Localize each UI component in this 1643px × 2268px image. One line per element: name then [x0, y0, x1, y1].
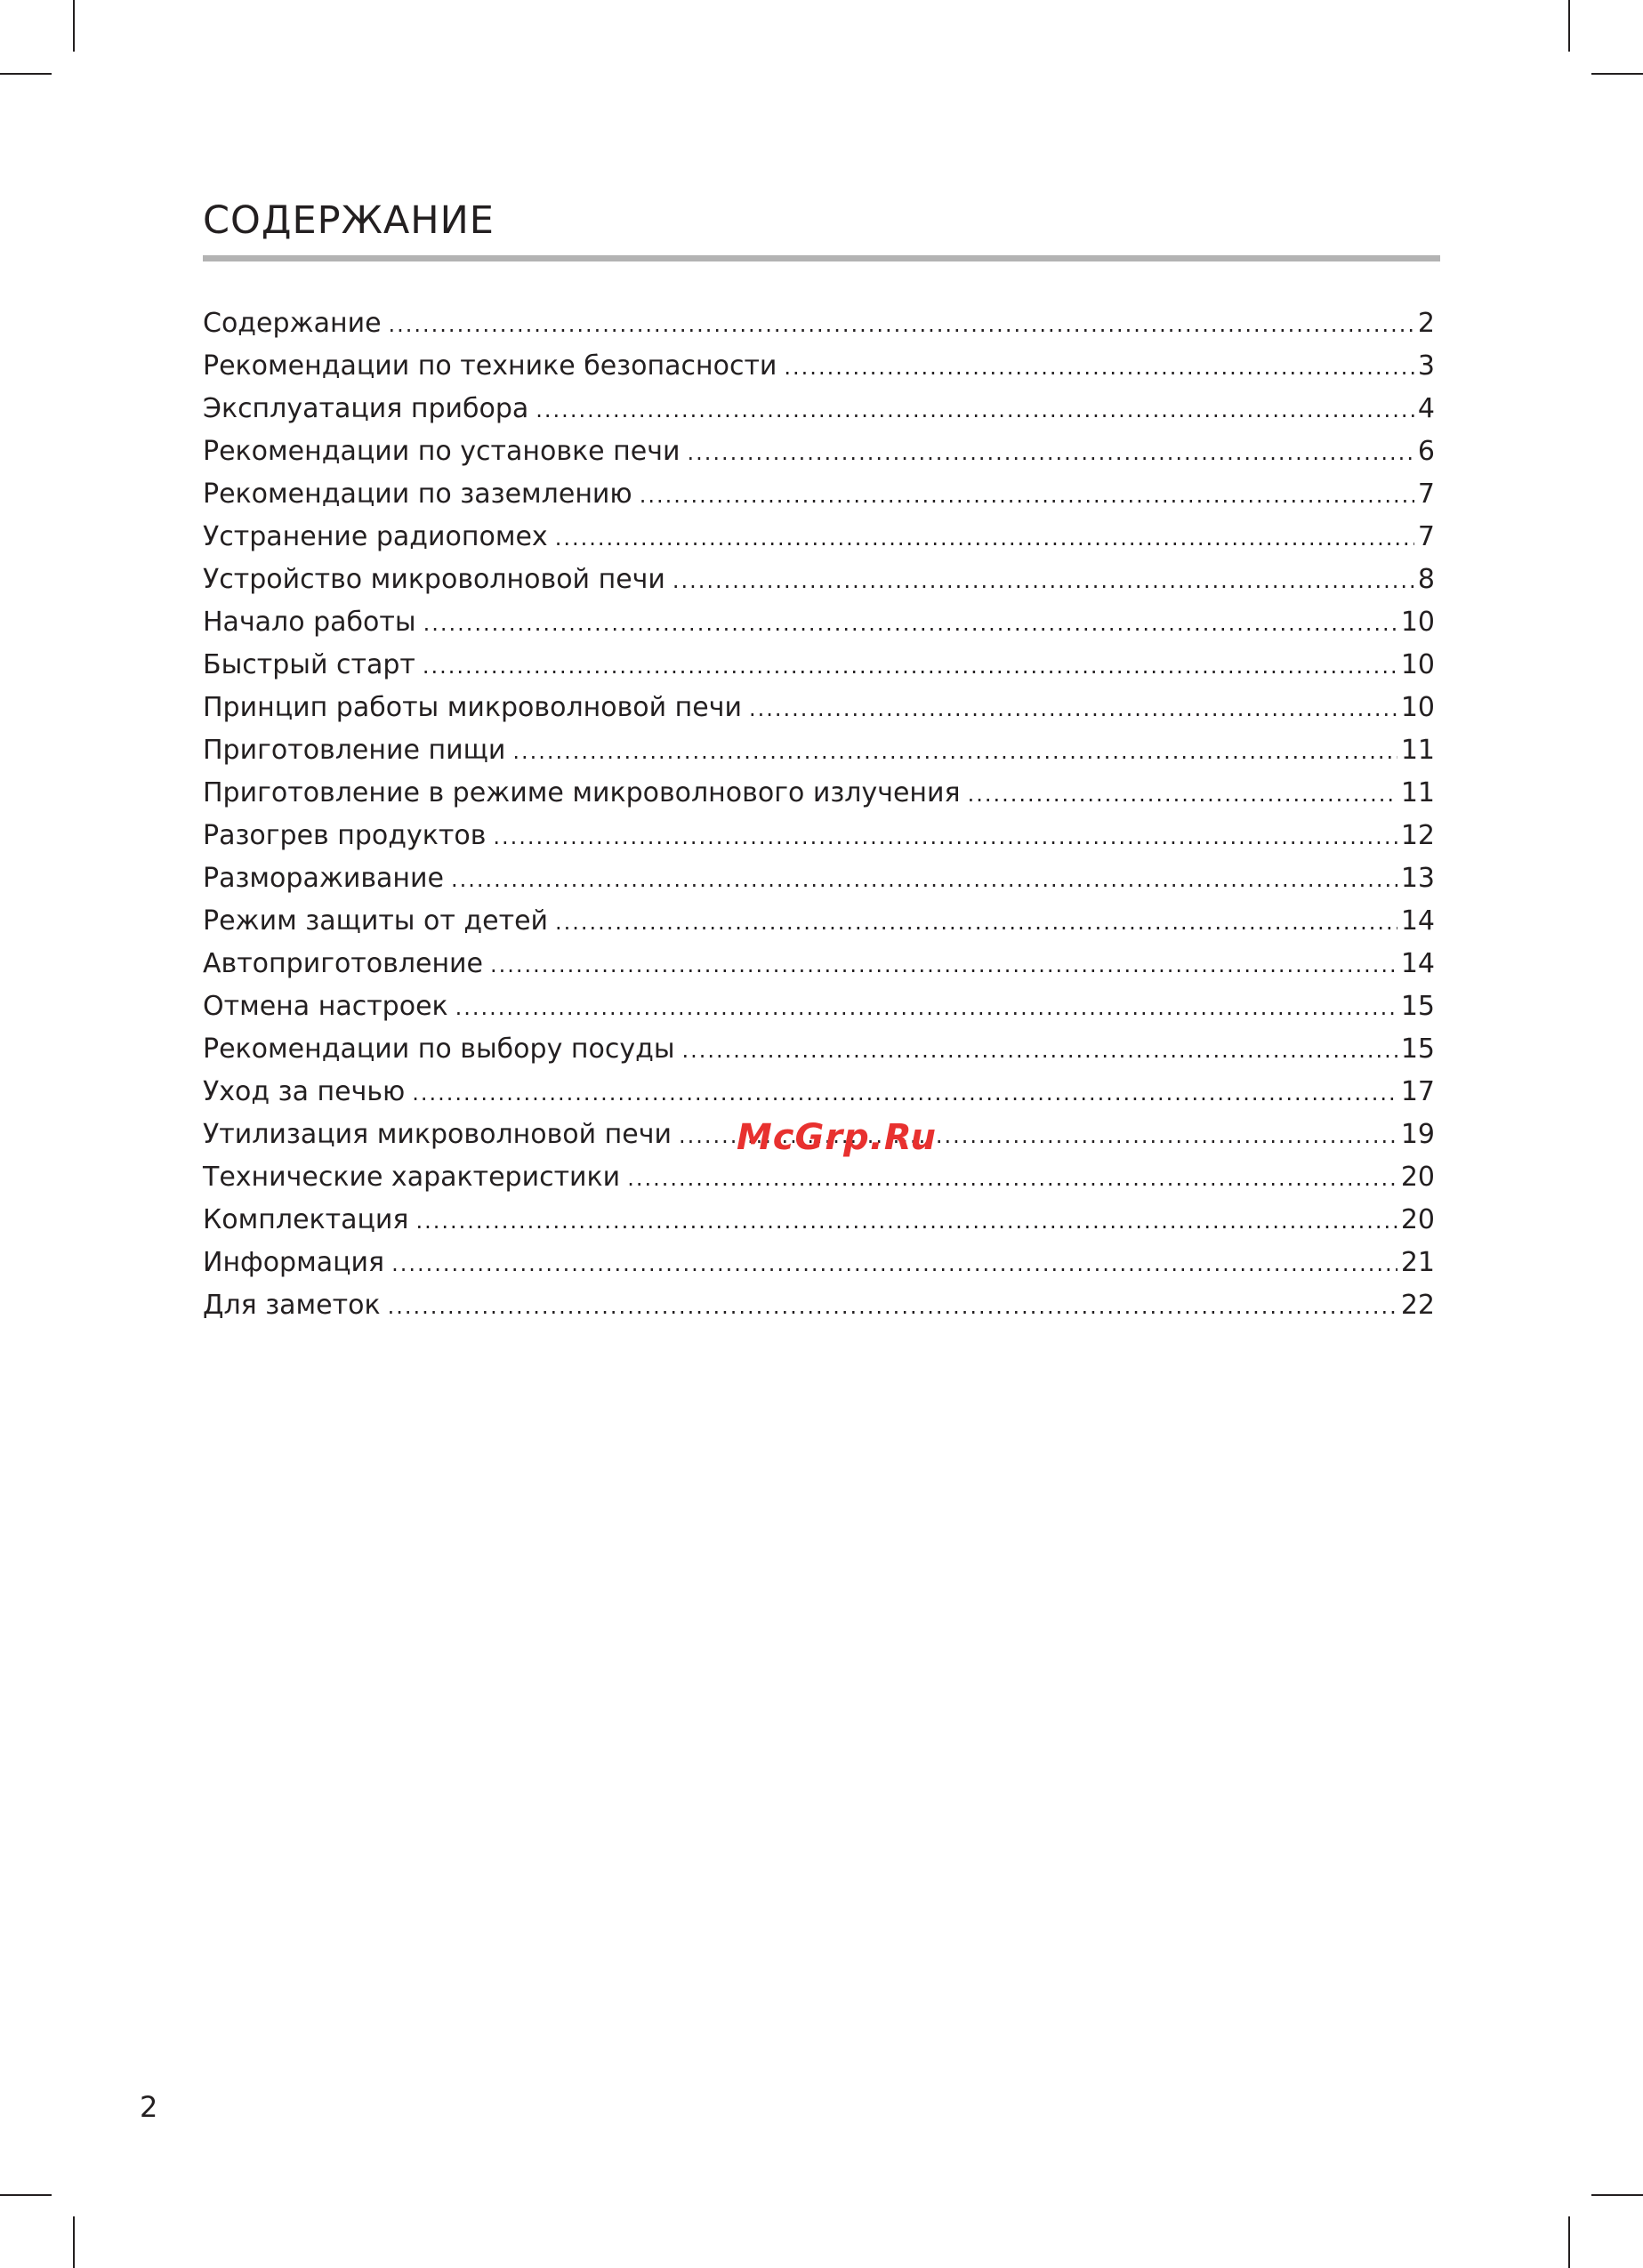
crop-mark-bottom-right-h: [1591, 2194, 1643, 2196]
toc-entry[interactable]: [203, 1071, 1435, 1114]
toc-entry-label: Автоприготовление: [203, 948, 484, 979]
toc-entry-page: 2: [1417, 308, 1435, 339]
watermark: McGrp.Ru: [737, 1117, 937, 1158]
toc-entry[interactable]: [203, 430, 1435, 473]
toc-dot-leader: [389, 303, 1414, 346]
toc-entry[interactable]: [203, 1284, 1435, 1327]
toc-entry-label: Устранение радиопомех: [203, 521, 548, 552]
toc-dot-leader: [451, 858, 1397, 901]
toc-dot-leader: [512, 730, 1397, 773]
toc-entry-page: 19: [1400, 1119, 1435, 1150]
crop-mark-top-right: [1568, 0, 1570, 52]
toc-entry-page: 15: [1400, 991, 1435, 1022]
crop-mark-top-left-h: [0, 73, 52, 75]
toc-entry[interactable]: [203, 601, 1435, 644]
toc-dot-leader: [415, 1200, 1397, 1243]
toc-entry-page: 21: [1400, 1247, 1435, 1278]
toc-dot-leader: [555, 517, 1414, 559]
toc-entry-label: Принцип работы микроволновой печи: [203, 692, 742, 723]
toc-entry-page: 3: [1417, 350, 1435, 382]
toc-entry-page: 14: [1400, 905, 1435, 937]
toc-entry-label: Режим защиты от детей: [203, 905, 549, 937]
toc-dot-leader: [391, 1243, 1397, 1285]
toc-entry-label: Утилизация микроволновой печи: [203, 1119, 672, 1150]
toc-entry-page: 14: [1400, 948, 1435, 979]
toc-dot-leader: [673, 559, 1414, 602]
toc-entry[interactable]: [203, 900, 1435, 943]
toc-entry-page: 13: [1400, 863, 1435, 894]
toc-dot-leader: [490, 944, 1397, 986]
toc-dot-leader: [682, 1029, 1397, 1072]
toc-entry[interactable]: [203, 1242, 1435, 1284]
toc-entry-page: 10: [1400, 649, 1435, 680]
toc-dot-leader: [968, 773, 1397, 816]
toc-entry-label: Комплектация: [203, 1204, 409, 1235]
crop-mark-bottom-right: [1568, 2216, 1570, 2268]
toc-entry-page: 11: [1400, 777, 1435, 808]
toc-entry-label: Эксплуатация прибора: [203, 393, 529, 424]
crop-mark-top-left: [73, 0, 75, 52]
toc-entry[interactable]: [203, 815, 1435, 857]
toc-dot-leader: [423, 602, 1397, 645]
toc-entry-page: 8: [1417, 564, 1435, 595]
toc-entry-page: 15: [1400, 1033, 1435, 1065]
toc-entry-page: 7: [1417, 479, 1435, 510]
toc-dot-leader: [687, 431, 1413, 474]
toc-entry-label: Отмена настроек: [203, 991, 448, 1022]
table-of-contents: [203, 302, 1435, 1327]
toc-entry[interactable]: [203, 1156, 1435, 1199]
toc-entry-page: 7: [1417, 521, 1435, 552]
toc-entry[interactable]: [203, 772, 1435, 815]
page-title: СОДЕРЖАНИЕ: [203, 198, 495, 243]
toc-entry[interactable]: [203, 687, 1435, 729]
toc-entry-label: Уход за печью: [203, 1076, 406, 1107]
toc-entry[interactable]: [203, 1028, 1435, 1071]
toc-entry[interactable]: [203, 985, 1435, 1028]
toc-entry-page: 12: [1400, 820, 1435, 851]
toc-entry[interactable]: [203, 857, 1435, 900]
toc-entry-label: Приготовление пищи: [203, 735, 506, 766]
toc-entry-page: 20: [1400, 1162, 1435, 1193]
title-divider: [203, 255, 1440, 261]
toc-entry[interactable]: [203, 302, 1435, 345]
toc-entry[interactable]: [203, 729, 1435, 772]
toc-dot-leader: [784, 346, 1413, 389]
toc-entry-label: Размораживание: [203, 863, 444, 894]
toc-entry[interactable]: [203, 388, 1435, 430]
toc-dot-leader: [627, 1157, 1397, 1200]
toc-dot-leader: [455, 986, 1397, 1029]
toc-dot-leader: [555, 901, 1397, 944]
toc-dot-leader: [388, 1285, 1397, 1328]
toc-entry-label: Информация: [203, 1247, 385, 1278]
crop-mark-top-right-h: [1591, 73, 1643, 75]
toc-entry-label: Содержание: [203, 308, 382, 339]
crop-mark-bottom-left-h: [0, 2194, 52, 2196]
toc-entry[interactable]: [203, 345, 1435, 388]
toc-dot-leader: [749, 688, 1397, 730]
toc-dot-leader: [493, 816, 1397, 858]
toc-entry-label: Устройство микроволновой печи: [203, 564, 665, 595]
toc-entry[interactable]: [203, 473, 1435, 516]
toc-dot-leader: [423, 645, 1397, 688]
toc-entry-label: Рекомендации по выбору посуды: [203, 1033, 675, 1065]
toc-entry-label: Рекомендации по технике безопасности: [203, 350, 777, 382]
toc-entry[interactable]: [203, 1199, 1435, 1242]
toc-entry-label: Приготовление в режиме микроволнового излучения: [203, 777, 961, 808]
toc-dot-leader: [412, 1072, 1397, 1114]
toc-entry-page: 10: [1400, 607, 1435, 638]
toc-entry-page: 17: [1400, 1076, 1435, 1107]
toc-entry-page: 10: [1400, 692, 1435, 723]
page-number: 2: [140, 2090, 158, 2124]
toc-entry-page: 20: [1400, 1204, 1435, 1235]
toc-entry-page: 6: [1417, 436, 1435, 467]
toc-entry-label: Начало работы: [203, 607, 416, 638]
toc-entry-label: Быстрый старт: [203, 649, 415, 680]
toc-entry-label: Рекомендации по заземлению: [203, 479, 632, 510]
toc-entry[interactable]: [203, 644, 1435, 687]
toc-entry[interactable]: [203, 559, 1435, 601]
toc-entry-label: Рекомендации по установке печи: [203, 436, 681, 467]
toc-entry-page: 22: [1400, 1290, 1435, 1321]
toc-entry-label: Технические характеристики: [203, 1162, 621, 1193]
toc-entry-label: Разогрев продуктов: [203, 820, 487, 851]
toc-entry-label: Для заметок: [203, 1290, 381, 1321]
crop-mark-bottom-left: [73, 2216, 75, 2268]
toc-dot-leader: [536, 389, 1414, 431]
toc-entry-page: 4: [1417, 393, 1435, 424]
toc-entry[interactable]: [203, 516, 1435, 559]
toc-entry[interactable]: [203, 943, 1435, 985]
toc-entry-page: 11: [1400, 735, 1435, 766]
toc-dot-leader: [640, 474, 1414, 517]
